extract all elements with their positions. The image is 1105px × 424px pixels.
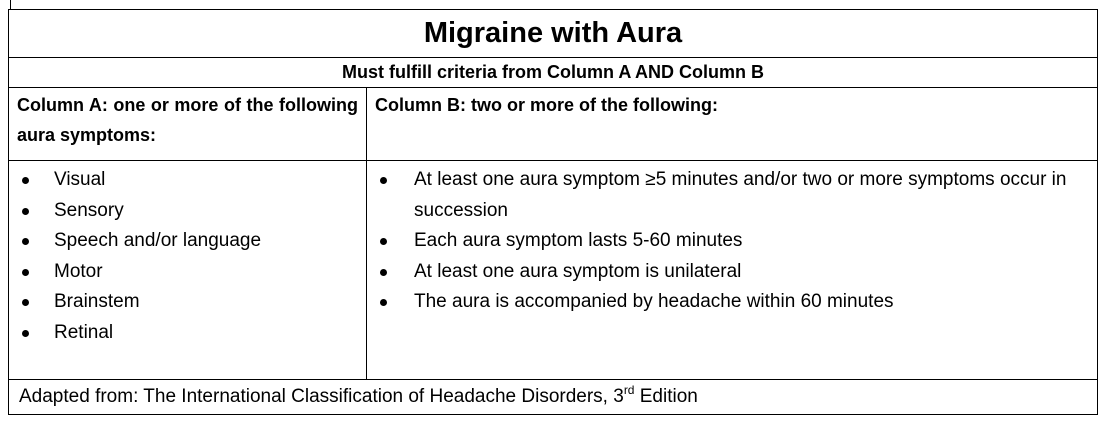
footer-row xyxy=(9,380,1098,415)
source-citation xyxy=(9,380,1098,415)
column-b-cell xyxy=(367,161,1098,380)
column-a-header: Column A: one or more of the following aura symptoms: xyxy=(9,88,367,161)
bullet-icon xyxy=(22,269,29,276)
table-title: Migraine with Aura xyxy=(9,10,1098,58)
list-item xyxy=(9,165,366,196)
criteria-table xyxy=(8,9,1098,415)
bullet-icon xyxy=(380,269,387,276)
list-item xyxy=(9,287,366,318)
list-item-text: At least one aura symptom is unilateral xyxy=(414,260,742,282)
list-item-text: Speech and/or language xyxy=(54,230,262,251)
column-a-cell xyxy=(9,161,367,380)
bullet-icon xyxy=(380,177,387,184)
list-item-text: Retinal xyxy=(54,321,114,343)
column-b-list xyxy=(367,161,1097,318)
list-item xyxy=(9,257,366,288)
list-item xyxy=(367,165,1097,226)
list-item-text: Motor xyxy=(54,260,103,282)
list-item-text: At least one aura symptom ≥5 minutes and/or two or more symptoms occur in succession xyxy=(414,169,1067,221)
citation-text: Adapted from: The International Classification of Headache Disorders, 3 xyxy=(19,386,624,407)
list-item-text: Brainstem xyxy=(54,291,140,312)
citation-suffix: Edition xyxy=(634,386,698,407)
citation-superscript: rd xyxy=(623,383,635,397)
list-item-text: Visual xyxy=(54,169,106,190)
criteria-list-row xyxy=(9,161,1098,380)
list-item-text: The aura is accompanied by headache within 60 minutes xyxy=(414,291,894,312)
list-item xyxy=(367,226,1097,257)
bullet-icon xyxy=(380,238,387,245)
column-b-header: Column B: two or more of the following: xyxy=(367,88,1098,161)
bullet-icon xyxy=(22,208,29,215)
bullet-icon xyxy=(22,238,29,245)
list-item xyxy=(9,226,366,257)
page-corner-mark xyxy=(10,0,11,9)
bullet-icon xyxy=(22,299,29,306)
column-a-list xyxy=(9,161,366,348)
list-item-text: Each aura symptom lasts 5-60 minutes xyxy=(414,230,743,251)
subtitle-row xyxy=(9,58,1098,88)
table-subtitle: Must fulfill criteria from Column A AND Column B xyxy=(9,58,1098,88)
list-item-text: Sensory xyxy=(54,199,124,221)
list-item xyxy=(9,196,366,227)
title-row xyxy=(9,10,1098,58)
column-header-row xyxy=(9,88,1098,161)
list-item xyxy=(367,257,1097,288)
bullet-icon xyxy=(380,299,387,306)
bullet-icon xyxy=(22,330,29,337)
bullet-icon xyxy=(22,177,29,184)
list-item xyxy=(367,287,1097,318)
list-item xyxy=(9,318,366,349)
